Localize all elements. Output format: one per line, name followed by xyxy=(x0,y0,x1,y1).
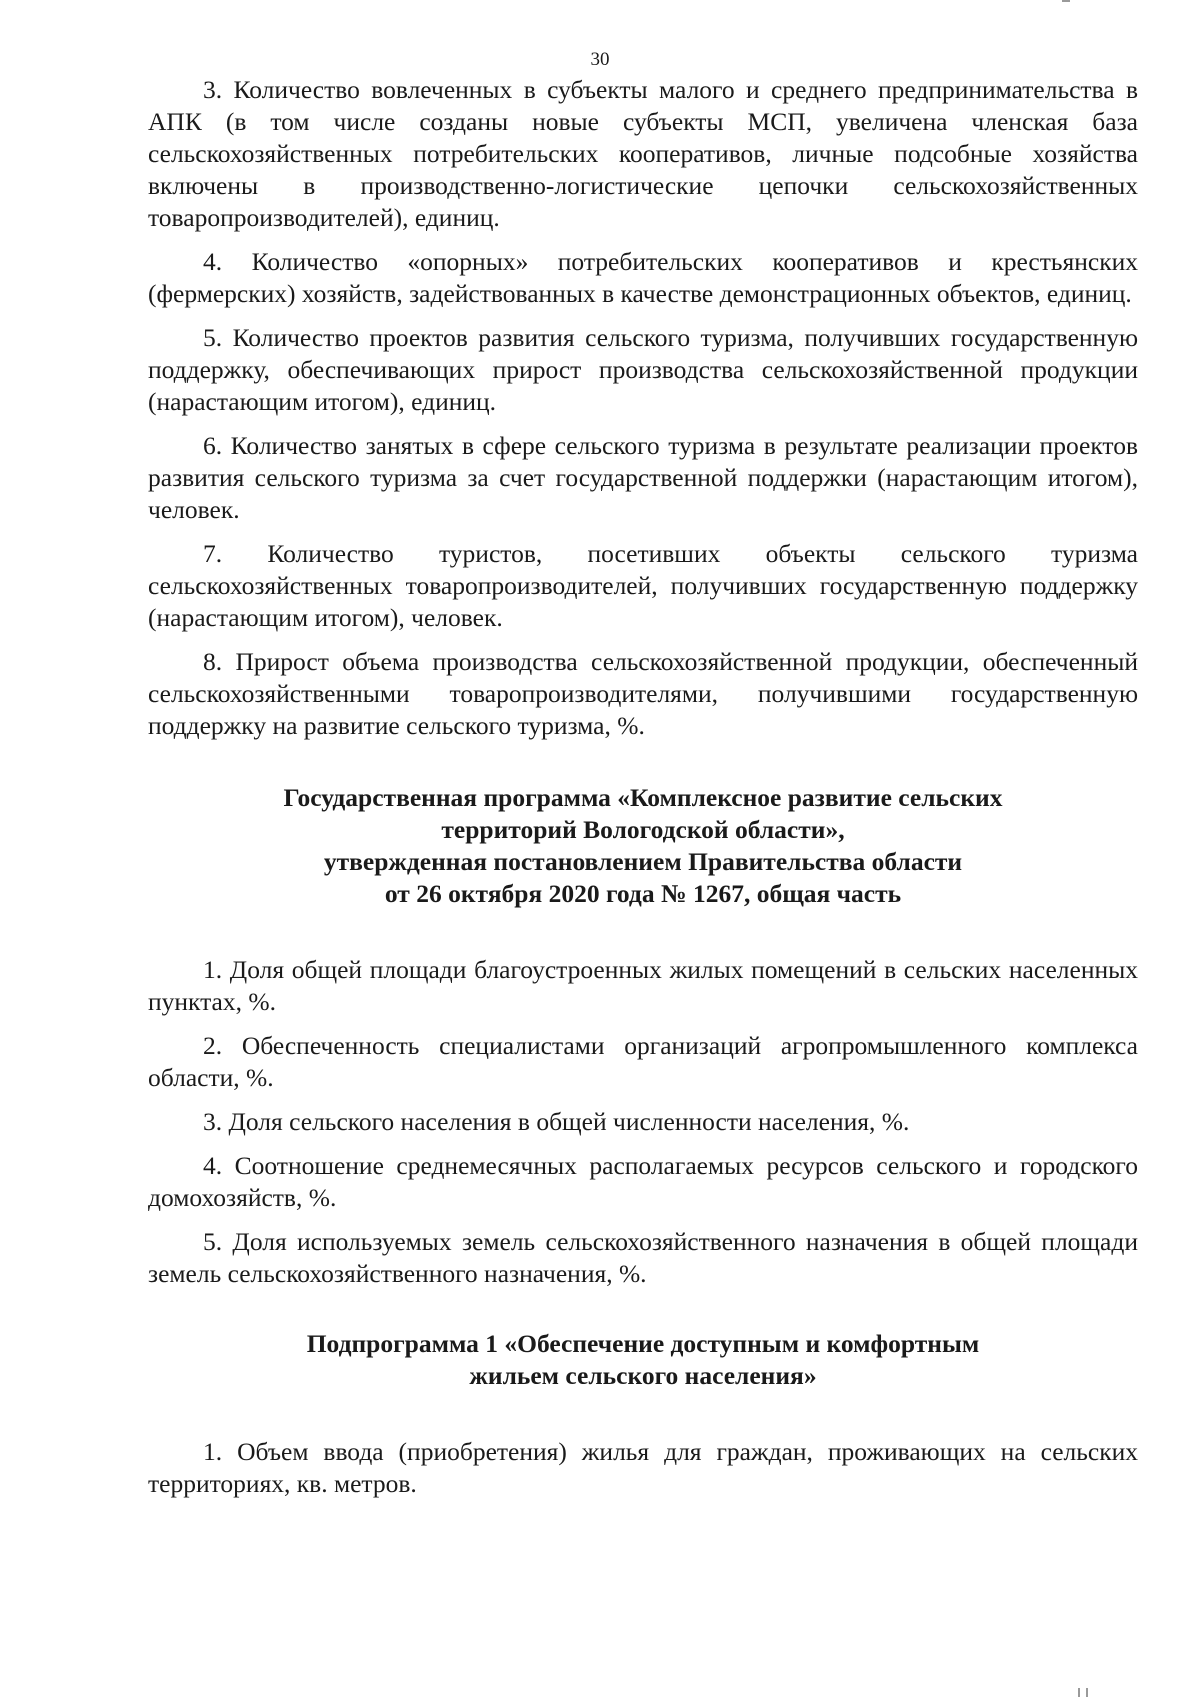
program-heading-line: утвержденная постановлением Правительства области xyxy=(323,847,963,876)
subprogram-heading-line: жильем сельского населения» xyxy=(469,1361,817,1390)
indicator-list-program xyxy=(148,954,1138,1290)
scan-artifact-top-right xyxy=(1062,0,1070,2)
subprogram-heading-line: Подпрограмма 1 «Обеспечение доступным и комфортным xyxy=(306,1329,980,1358)
scan-artifact-bottom-right xyxy=(1086,1688,1088,1697)
indicator-item: 4. Количество «опорных» потребительских кооперативов и крестьянских (фермерских) хозяйств, задействованных в качестве демонстрационных объектов, единиц. xyxy=(148,247,1138,308)
indicator-list-subprogram xyxy=(148,1436,1138,1500)
indicator-item: 5. Доля используемых земель сельскохозяйственного назначения в общей площади земель сельскохозяйственного назначения, %. xyxy=(148,1227,1138,1288)
scan-artifact-bottom-right xyxy=(1078,1688,1080,1697)
indicator-item: 1. Доля общей площади благоустроенных жилых помещений в сельских населенных пунктах, %. xyxy=(148,955,1138,1016)
program-heading-line: Государственная программа «Комплексное развитие сельских xyxy=(283,783,1003,812)
program-heading-line: от 26 октября 2020 года № 1267, общая часть xyxy=(384,879,902,908)
indicator-item: 2. Обеспеченность специалистами организаций агропромышленного комплекса области, %. xyxy=(148,1031,1138,1092)
indicator-item: 5. Количество проектов развития сельского туризма, получивших государственную поддержку, обеспечивающих прирост производства сельскохозяйственной продукции (нарастающим итогом), единиц. xyxy=(148,323,1138,416)
indicator-list-section1 xyxy=(148,74,1138,742)
page-content xyxy=(148,74,1138,1512)
subprogram-heading xyxy=(148,1328,1138,1392)
program-heading-line: территорий Вологодской области», xyxy=(441,815,845,844)
indicator-item: 3. Доля сельского населения в общей численности населения, %. xyxy=(203,1107,910,1136)
indicator-item: 6. Количество занятых в сфере сельского туризма в результате реализации проектов развития сельского туризма за счет государственной поддержки (нарастающим итогом), человек. xyxy=(148,431,1138,524)
program-heading xyxy=(148,782,1138,910)
indicator-item: 4. Соотношение среднемесячных располагаемых ресурсов сельского и городского домохозяйств, %. xyxy=(148,1151,1138,1212)
indicator-item: 7. Количество туристов, посетивших объекты сельского туризма сельскохозяйственных товаропроизводителей, получивших государственную поддержку (нарастающим итогом), человек. xyxy=(148,539,1138,632)
indicator-item: 1. Объем ввода (приобретения) жилья для граждан, проживающих на сельских территориях, кв. метров. xyxy=(148,1437,1138,1498)
indicator-item: 3. Количество вовлеченных в субъекты малого и среднего предпринимательства в АПК (в том числе созданы новые субъекты МСП, увеличена членская база сельскохозяйственных потребительских кооперативов, личные подсобные хозяйства включены в производственно-логистические цепочки сельскохозяйственных товаропроизводителей), единиц. xyxy=(148,75,1138,232)
indicator-item: 8. Прирост объема производства сельскохозяйственной продукции, обеспеченный сельскохозяйственными товаропроизводителями, получившими государственную поддержку на развитие сельского туризма, %. xyxy=(148,647,1138,740)
page-number: 30 xyxy=(590,49,610,70)
